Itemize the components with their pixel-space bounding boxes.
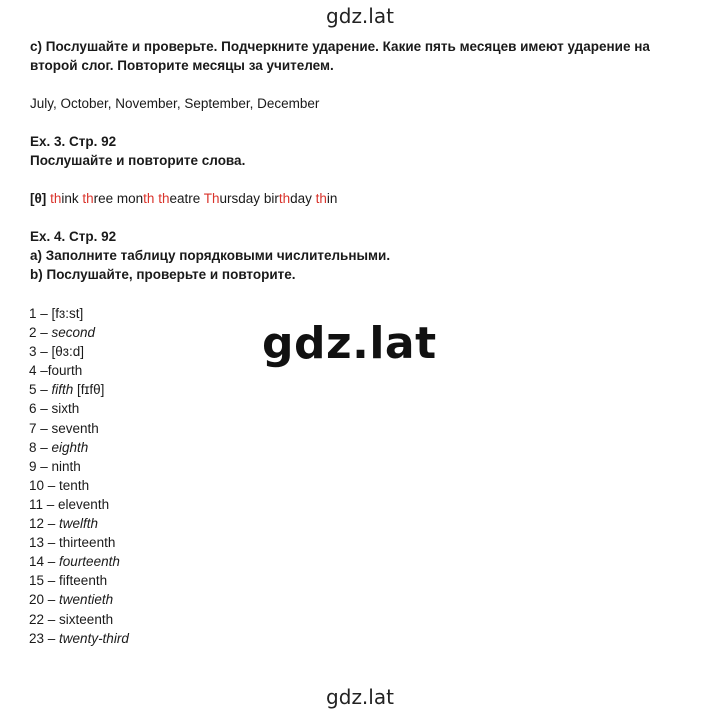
ordinal-dash: – xyxy=(36,439,52,455)
th-word xyxy=(316,191,338,206)
th-word xyxy=(204,191,260,206)
ordinal-row xyxy=(29,323,129,342)
section-c-answer: July, October, November, September, December xyxy=(30,96,320,111)
ordinal-row xyxy=(29,552,129,571)
ordinal-number: 11 xyxy=(29,496,44,512)
ordinal-dash: – xyxy=(44,516,60,532)
ordinal-word: twentieth xyxy=(59,592,114,608)
ordinal-number: 2 xyxy=(29,325,37,341)
ordinal-dash: – xyxy=(36,363,48,379)
ordinal-row xyxy=(29,438,129,457)
ordinal-number: 12 xyxy=(29,516,45,532)
section-c-line2: второй слог. Повторите месяцы за учителем. xyxy=(30,58,334,73)
th-word-part: in xyxy=(326,191,338,206)
ordinal-row xyxy=(29,342,129,361)
ordinal-row xyxy=(29,361,129,380)
ordinal-row xyxy=(29,457,129,476)
ex3-header xyxy=(30,132,245,170)
ordinal-row xyxy=(29,571,129,590)
th-highlight: th xyxy=(278,191,291,206)
ordinal-number: 14 xyxy=(29,554,45,570)
ex3-heading: Ex. 3. Стр. 92 xyxy=(30,134,117,149)
ordinal-dash: – xyxy=(44,535,60,551)
ordinal-dash: – xyxy=(43,496,59,512)
ordinal-dash: – xyxy=(44,477,60,493)
section-c-instruction xyxy=(30,37,650,75)
ordinal-number: 3 xyxy=(29,344,37,360)
ordinal-number: 15 xyxy=(29,573,45,589)
ordinal-word: fourteenth xyxy=(59,554,120,570)
ordinal-word: fifth xyxy=(51,382,74,398)
ordinal-dash: – xyxy=(44,592,60,608)
ex4-task-b: b) Послушайте, проверьте и повторите. xyxy=(30,267,296,282)
ordinal-dash: – xyxy=(44,611,60,627)
ordinal-word: sixteenth xyxy=(59,611,114,627)
th-word-part: ree xyxy=(93,191,114,206)
th-words xyxy=(50,191,337,206)
section-c-line1: c) Послушайте и проверьте. Подчеркните ударение. Какие пять месяцев имеют ударение на xyxy=(30,39,650,54)
ex3-instruction: Послушайте и повторите слова. xyxy=(30,153,246,168)
ordinal-row xyxy=(29,399,129,418)
ordinal-number: 20 xyxy=(29,592,45,608)
ordinal-word: ninth xyxy=(51,458,81,474)
th-highlight: th xyxy=(143,191,155,206)
th-highlight: th xyxy=(50,191,62,206)
ordinal-dash: – xyxy=(36,458,52,474)
th-highlight: th xyxy=(158,191,170,206)
ordinal-word: second xyxy=(51,325,96,341)
ordinal-number: 6 xyxy=(29,401,37,417)
ordinal-word: seventh xyxy=(51,420,99,436)
ordinal-number: 9 xyxy=(29,458,37,474)
ordinal-dash: – xyxy=(44,573,60,589)
th-word-part: bir xyxy=(263,191,279,206)
ordinal-word: sixth xyxy=(51,401,80,417)
ex4-heading: Ex. 4. Стр. 92 xyxy=(30,229,117,244)
ordinal-word: tenth xyxy=(59,477,90,493)
ordinal-row xyxy=(29,610,129,629)
th-highlight: th xyxy=(315,191,327,206)
ordinal-dash: – xyxy=(36,344,52,360)
ordinal-dash: – xyxy=(44,554,60,570)
ordinal-dash: – xyxy=(36,382,52,398)
ordinal-row xyxy=(29,304,129,323)
ordinal-number: 22 xyxy=(29,611,45,627)
th-word xyxy=(117,191,155,206)
ex3-words-line xyxy=(30,189,337,208)
th-word xyxy=(158,191,200,206)
ordinal-row xyxy=(29,629,129,648)
ordinal-word: eleventh xyxy=(58,496,110,512)
ordinal-word: eighth xyxy=(51,439,89,455)
ordinal-dash: – xyxy=(36,401,52,417)
ordinal-word: twenty-third xyxy=(59,630,129,646)
ordinal-transcription: [θɜ:d] xyxy=(51,344,84,360)
ordinal-word: fourth xyxy=(47,363,83,379)
ordinal-row xyxy=(29,495,129,514)
ordinal-number: 5 xyxy=(29,382,37,398)
ordinal-dash: – xyxy=(36,325,52,341)
watermark-bottom: gdz.lat xyxy=(326,685,394,709)
ex4-header xyxy=(30,227,390,284)
th-highlight: Th xyxy=(203,191,220,206)
ordinal-row xyxy=(29,533,129,552)
ordinal-number: 23 xyxy=(29,630,45,646)
ordinal-word: fifteenth xyxy=(59,573,108,589)
ordinal-dash: – xyxy=(36,420,52,436)
ordinal-list xyxy=(29,304,129,648)
ordinal-number: 4 xyxy=(29,363,37,379)
th-word xyxy=(82,191,113,206)
ordinal-number: 10 xyxy=(29,477,45,493)
watermark-top: gdz.lat xyxy=(326,4,394,28)
th-word xyxy=(264,191,312,206)
ordinal-number: 7 xyxy=(29,420,37,436)
watermark-center: gdz.lat xyxy=(262,318,437,369)
theta-symbol: [θ] xyxy=(30,191,47,206)
th-word xyxy=(50,191,79,206)
th-word-part: eatre xyxy=(169,191,201,206)
ex4-task-a: a) Заполните таблицу порядковыми числительными. xyxy=(30,248,391,263)
th-word-part: day xyxy=(290,191,312,206)
ordinal-row xyxy=(29,419,129,438)
ordinal-row xyxy=(29,590,129,609)
ordinal-row xyxy=(29,476,129,495)
ordinal-transcription: [fɜ:st] xyxy=(51,306,84,321)
ordinal-row xyxy=(29,514,129,533)
ordinal-dash: – xyxy=(44,630,60,646)
ordinal-number: 1 xyxy=(29,306,37,321)
th-word-part: ursday xyxy=(219,191,261,206)
ordinal-word: thirteenth xyxy=(59,535,116,551)
th-word-part: mon xyxy=(116,191,144,206)
ordinal-number: 13 xyxy=(29,535,45,551)
th-word-part: ink xyxy=(61,191,79,206)
ordinal-row xyxy=(29,380,129,399)
ordinal-transcription: [fɪfθ] xyxy=(73,382,105,398)
ordinal-number: 8 xyxy=(29,439,37,455)
ordinal-word: twelfth xyxy=(59,516,99,532)
ordinal-dash: – xyxy=(36,306,52,321)
th-highlight: th xyxy=(82,191,94,206)
